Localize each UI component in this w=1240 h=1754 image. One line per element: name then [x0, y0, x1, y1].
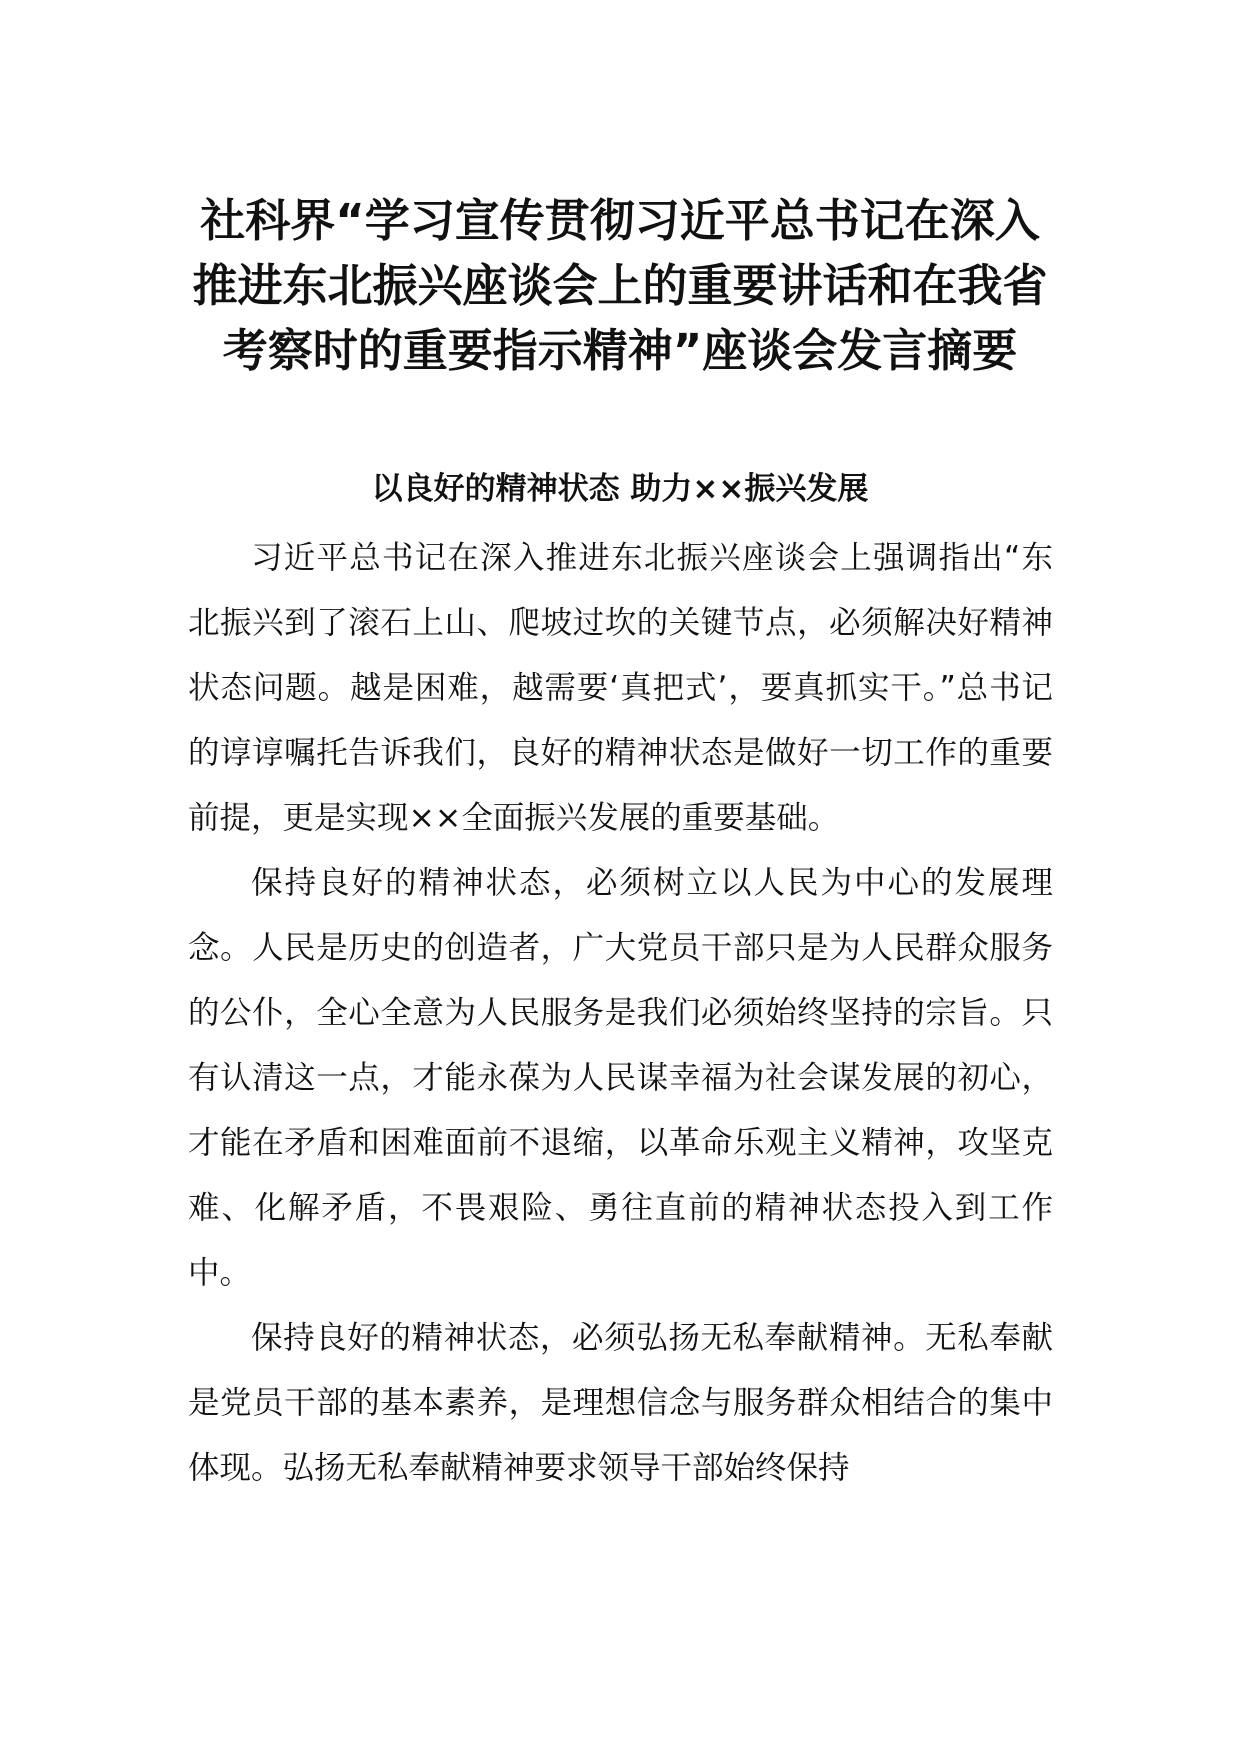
paragraph-2: 保持良好的精神状态，必须树立以人民为中心的发展理念。人民是历史的创造者，广大党员干部只是为人民群众服务的公仆，全心全意为人民服务是我们必须始终坚持的宗旨。只有认清这一点，才能永葆为人民谋幸福为社会谋发展的初心，才能在矛盾和困难面前不退缩，以革命乐观主义精神，攻坚克难、化解矛盾，不畏艰险、勇往直前的精神状态投入到工作中。: [188, 865, 1053, 1291]
document-body: [188, 526, 1053, 1501]
document-subtitle: 以良好的精神状态 助力××振兴发展: [371, 471, 869, 507]
paragraph-3: 保持良好的精神状态，必须弘扬无私奉献精神。无私奉献是党员干部的基本素养，是理想信念与服务群众相结合的集中体现。弘扬无私奉献精神要求领导干部始终保持: [188, 1320, 1053, 1486]
document-title: 社科界“学习宣传贯彻习近平总书记在深入推进东北振兴座谈会上的重要讲话和在我省考察时的重要指示精神”座谈会发言摘要: [192, 194, 1048, 377]
paragraph-1: 习近平总书记在深入推进东北振兴座谈会上强调指出“东北振兴到了滚石上山、爬坡过坎的关键节点，必须解决好精神状态问题。越是困难，越需要‘真把式’，要真抓实干。”总书记的谆谆嘱托告诉我们，良好的精神状态是做好一切工作的重要前提，更是实现××全面振兴发展的重要基础。: [188, 540, 1053, 836]
